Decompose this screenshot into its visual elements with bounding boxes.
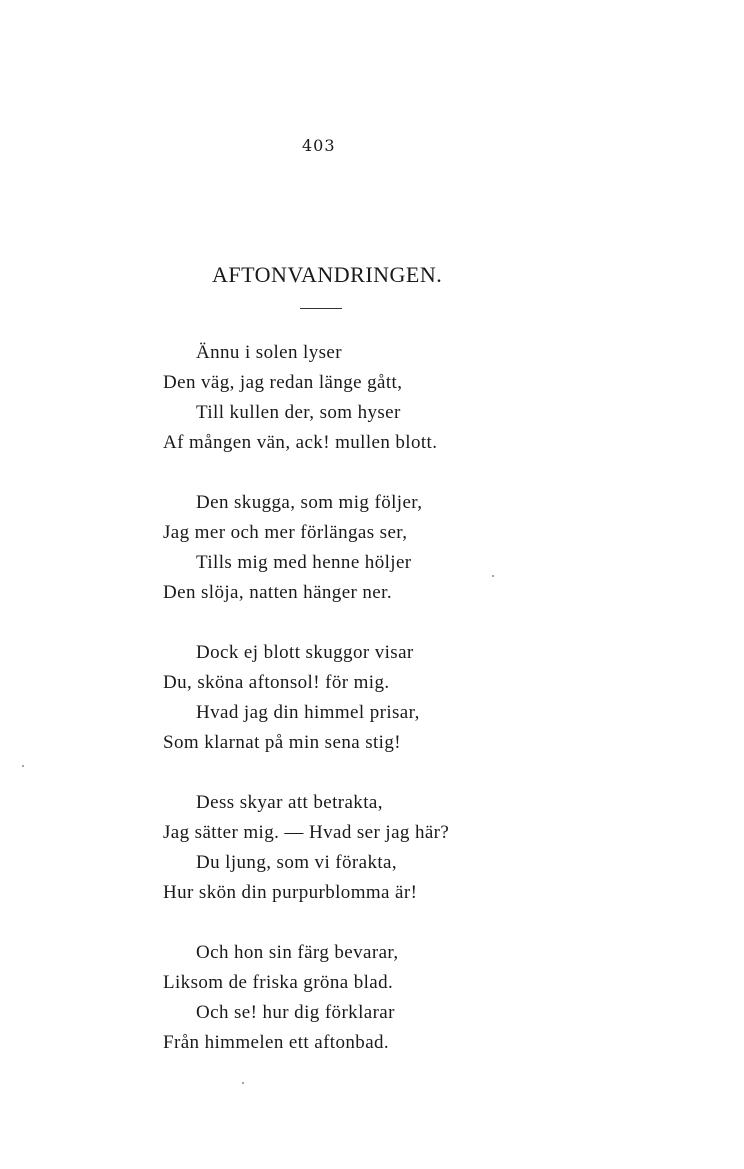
title-rule: [300, 308, 342, 309]
stanza: [0, 638, 744, 758]
paper-speck: [242, 1082, 244, 1084]
poem-line: Som klarnat på min sena stig!: [163, 732, 401, 753]
poem-line: Och hon sin färg bevarar,: [196, 942, 399, 963]
poem-line: Dock ej blott skuggor visar: [196, 642, 414, 663]
poem-line: Du, sköna aftonsol! för mig.: [163, 672, 390, 693]
paper-speck: [492, 575, 494, 577]
poem-line: Den slöja, natten hänger ner.: [163, 582, 392, 603]
poem-line: Till kullen der, som hyser: [196, 402, 401, 423]
poem-line: Den väg, jag redan länge gått,: [163, 372, 403, 393]
poem-line: Hur skön din purpurblomma är!: [163, 882, 418, 903]
poem-line: Den skugga, som mig följer,: [196, 492, 423, 513]
poem: [0, 338, 744, 1088]
stanza: [0, 338, 744, 458]
poem-title: AFTONVANDRINGEN.: [212, 262, 443, 287]
poem-line: Och se! hur dig förklarar: [196, 1002, 395, 1023]
poem-line: Från himmelen ett aftonbad.: [163, 1032, 390, 1053]
paper-speck: [22, 765, 24, 767]
poem-line: Af mången vän, ack! mullen blott.: [163, 432, 438, 453]
poem-line: Tills mig med henne höljer: [196, 552, 412, 573]
poem-line: Hvad jag din himmel prisar,: [196, 702, 420, 723]
poem-line: Jag mer och mer förlängas ser,: [163, 522, 408, 543]
stanza: [0, 938, 744, 1058]
page-number: 403: [302, 136, 336, 155]
stanza: [0, 488, 744, 608]
stanza: [0, 788, 744, 908]
poem-line: Du ljung, som vi förakta,: [196, 852, 398, 873]
poem-line: Liksom de friska gröna blad.: [163, 972, 394, 993]
poem-line: Jag sätter mig. — Hvad ser jag här?: [163, 822, 450, 843]
poem-line: Ännu i solen lyser: [196, 342, 342, 363]
poem-line: Dess skyar att betrakta,: [196, 792, 383, 813]
